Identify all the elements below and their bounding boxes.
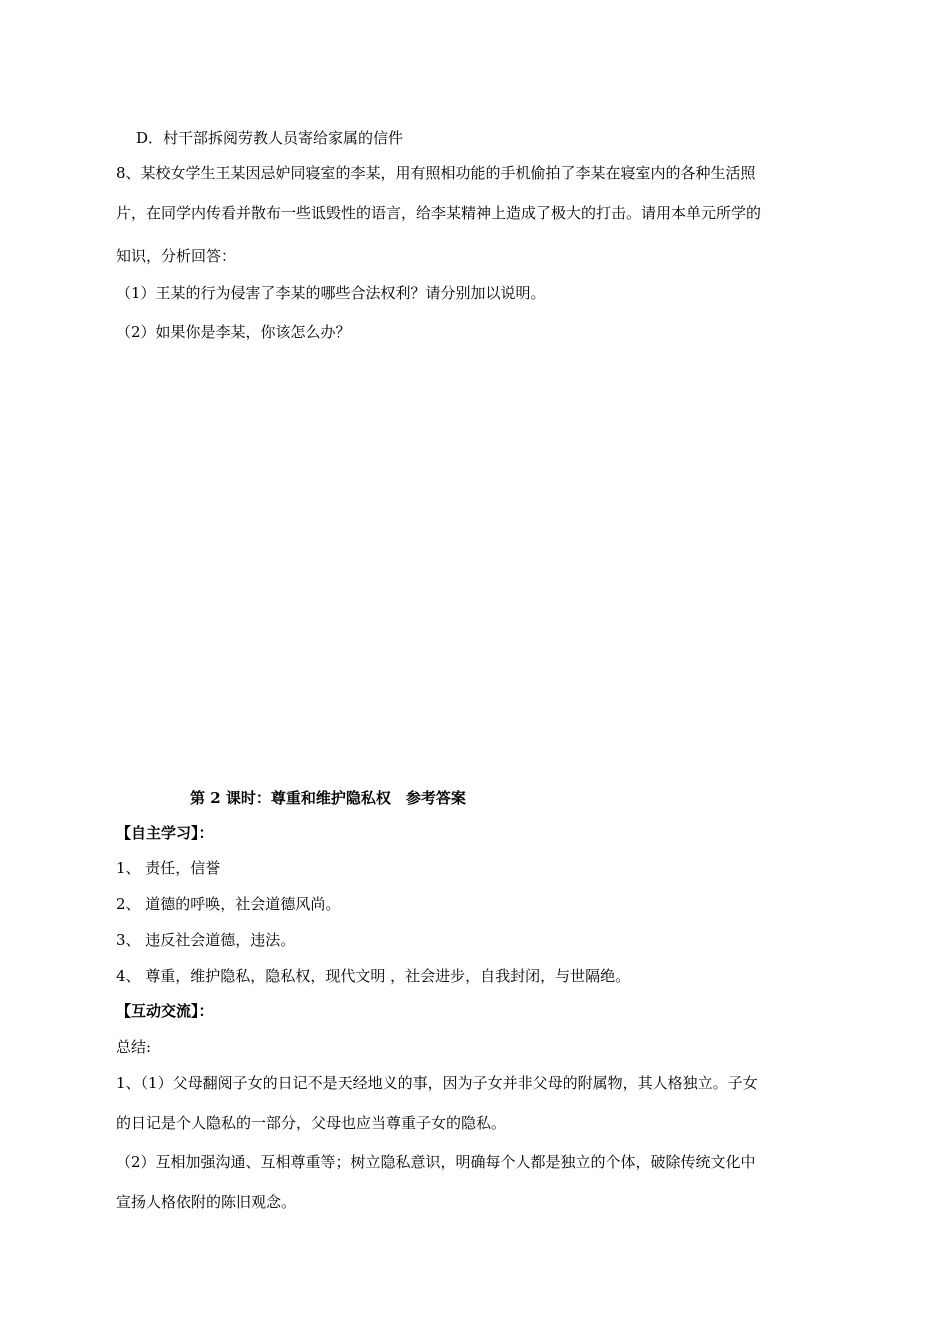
summary-label: 总结: xyxy=(116,1038,152,1056)
self-study-item-2: 2、 道德的呼唤，社会道德风尚。 xyxy=(116,895,341,913)
question8-stem-line1: 8、某校女学生王某因忌妒同寝室的李某，用有照相功能的手机偷拍了李某在寝室内的各种生活照 xyxy=(116,164,756,182)
self-study-item-4: 4、 尊重，维护隐私，隐私权，现代文明 ，社会进步，自我封闭，与世隔绝。 xyxy=(116,967,631,985)
summary-2-line1: （2）互相加强沟通、互相尊重等；树立隐私意识，明确每个人都是独立的个体，破除传统文化中 xyxy=(116,1153,756,1171)
self-study-item-1: 1、 责任，信誉 xyxy=(116,859,221,877)
self-study-heading: 【自主学习】： xyxy=(116,824,214,842)
question8-stem-line2: 片，在同学内传看并散布一些诋毁性的语言，给李某精神上造成了极大的打击。请用本单元所学的 xyxy=(116,204,762,222)
self-study-item-3: 3、 违反社会道德，违法。 xyxy=(116,931,296,949)
question7-option-d: D．村干部拆阅劳教人员寄给家属的信件 xyxy=(136,129,404,147)
question8-sub2: （2）如果你是李某，你该怎么办？ xyxy=(116,323,351,341)
question8-stem-line3: 知识，分析回答： xyxy=(116,247,237,265)
summary-1-line2: 的日记是个人隐私的一部分，父母也应当尊重子女的隐私。 xyxy=(116,1114,507,1132)
interaction-heading: 【互动交流】： xyxy=(116,1002,214,1020)
summary-2-line2: 宣扬人格依附的陈旧观念。 xyxy=(116,1193,297,1211)
answers-title: 第 2 课时：尊重和维护隐私权 参考答案 xyxy=(190,789,466,807)
summary-1-line1: 1、（1）父母翻阅子女的日记不是天经地义的事，因为子女并非父母的附属物，其人格独立。子女 xyxy=(116,1074,758,1092)
question8-sub1: （1）王某的行为侵害了李某的哪些合法权利？请分别加以说明。 xyxy=(116,284,546,302)
